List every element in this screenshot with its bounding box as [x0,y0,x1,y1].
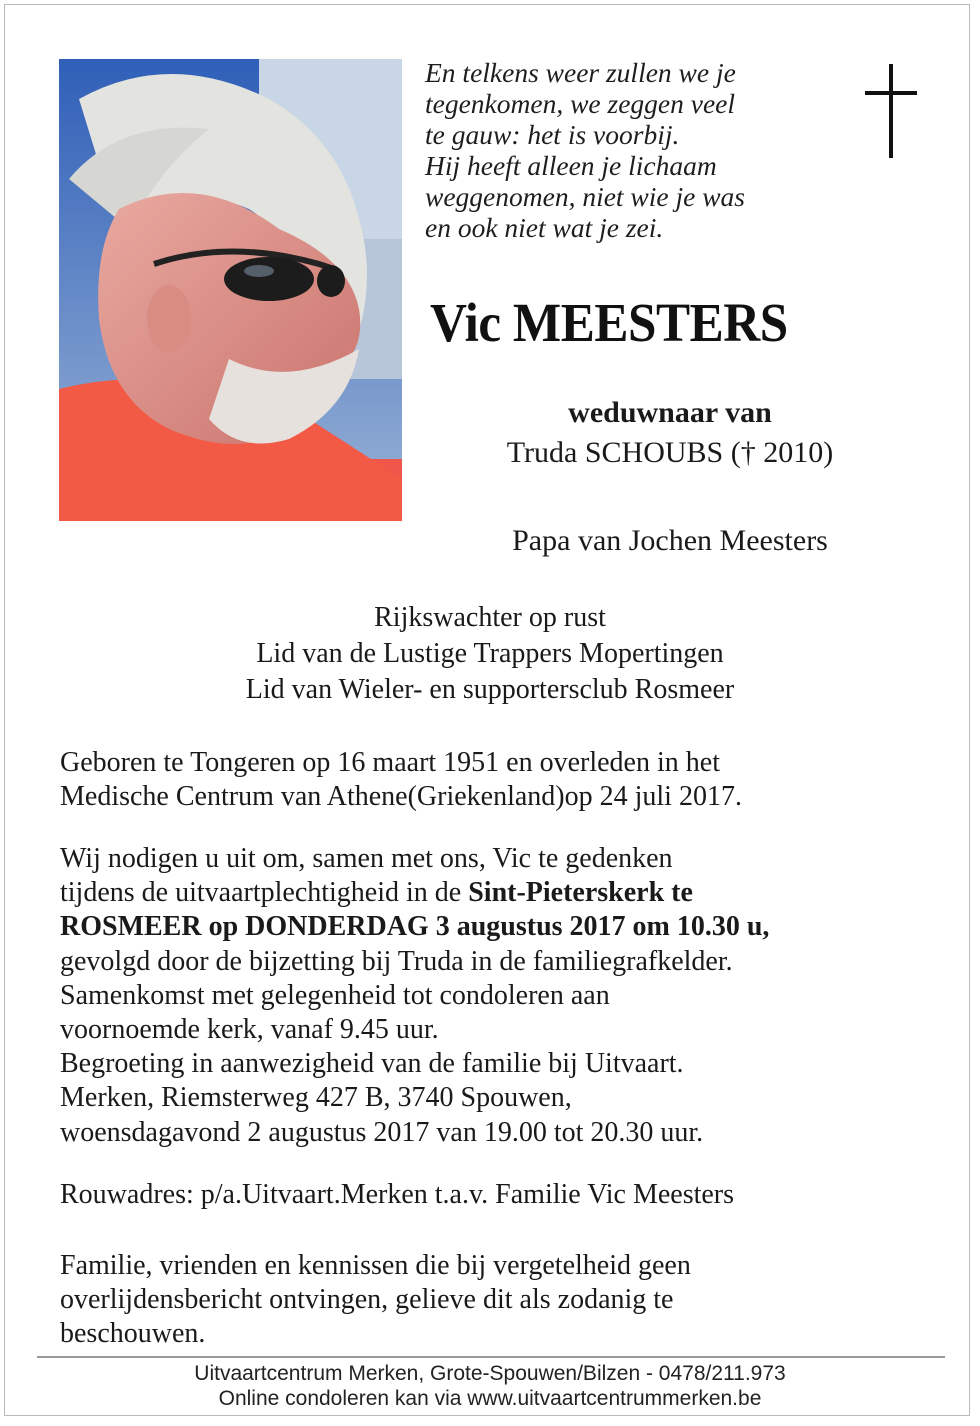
child-info: Papa van Jochen Meesters [512,524,828,557]
paragraph-line: Medische Centrum van Athene(Griekenland)op 24 juli 2017. [60,781,742,813]
paragraph-line: Merken, Riemsterweg 427 B, 3740 Spouwen, [60,1082,572,1114]
poem-line: Hij heeft alleen je lichaam [425,150,717,181]
service-datetime: ROSMEER op DONDERDAG 3 augustus 2017 om 10.30 u, [60,911,770,943]
paragraph-line: gevolgd door de bijzetting bij Truda in de familiegrafkelder. [60,945,733,977]
notice-paragraph [60,1249,940,1352]
inline-text: tijdens de uitvaartplechtigheid in de [60,877,469,909]
portrait-photo [59,59,402,521]
birth-death-paragraph [60,746,940,814]
spouse-line: weduwnaar van [568,396,772,429]
poem-line: en ook niet wat je zei. [425,212,664,243]
paragraph-line: Familie, vrienden en kennissen die bij vergetelheid geen [60,1250,691,1281]
footer-divider [37,1356,945,1358]
cross-icon [865,64,917,158]
address-line: Rouwadres: p/a.Uitvaart.Merken t.a.v. Familie Vic Meesters [60,1179,735,1210]
title-line: Rijkswachter op rust [374,602,606,633]
poem [425,57,825,243]
title-line: Lid van Wieler- en supportersclub Rosmeer [245,674,735,705]
paragraph-line [60,910,940,944]
paragraph-line: Geboren te Tongeren op 16 maart 1951 en overleden in het [60,747,720,778]
paragraph-line: Samenkomst met gelegenheid tot condoleren aan [60,979,610,1011]
paragraph-line [60,876,940,910]
footer-website: Online condoleren kan via www.uitvaartcentrummerken.be [218,1387,762,1410]
poem-line: tegenkomen, we zeggen veel [425,88,735,119]
poem-line: weggenomen, niet wie je was [425,181,746,212]
church-name: Sint-Pieterskerk te [468,877,693,909]
spouse-info [420,393,920,473]
poem-line: En telkens weer zullen we je [425,57,736,88]
paragraph-line: Wij nodigen u uit om, samen met ons, Vic te gedenken [60,843,673,874]
titles-block [0,600,980,708]
paragraph-line: beschouwen. [60,1318,206,1350]
title-line: Lid van de Lustige Trappers Mopertingen [256,638,724,669]
deceased-name: Vic MEESTERS [430,292,788,353]
poem-line: te gauw: het is voorbij. [425,119,680,150]
paragraph-line: Begroeting in aanwezigheid van de familie bij Uitvaart. [60,1048,684,1080]
paragraph-line: woensdagavond 2 augustus 2017 van 19.00 tot 20.30 uur. [60,1116,704,1148]
footer-contact: Uitvaartcentrum Merken, Grote-Spouwen/Bilzen - 0478/211.973 [194,1362,786,1385]
paragraph-line: voornoemde kerk, vanaf 9.45 uur. [60,1014,439,1046]
invitation-paragraph [60,842,940,1150]
footer [0,1361,980,1411]
paragraph-line: overlijdensbericht ontvingen, gelieve dit als zodanig te [60,1284,674,1316]
spouse-name: Truda SCHOUBS († 2010) [506,436,834,469]
